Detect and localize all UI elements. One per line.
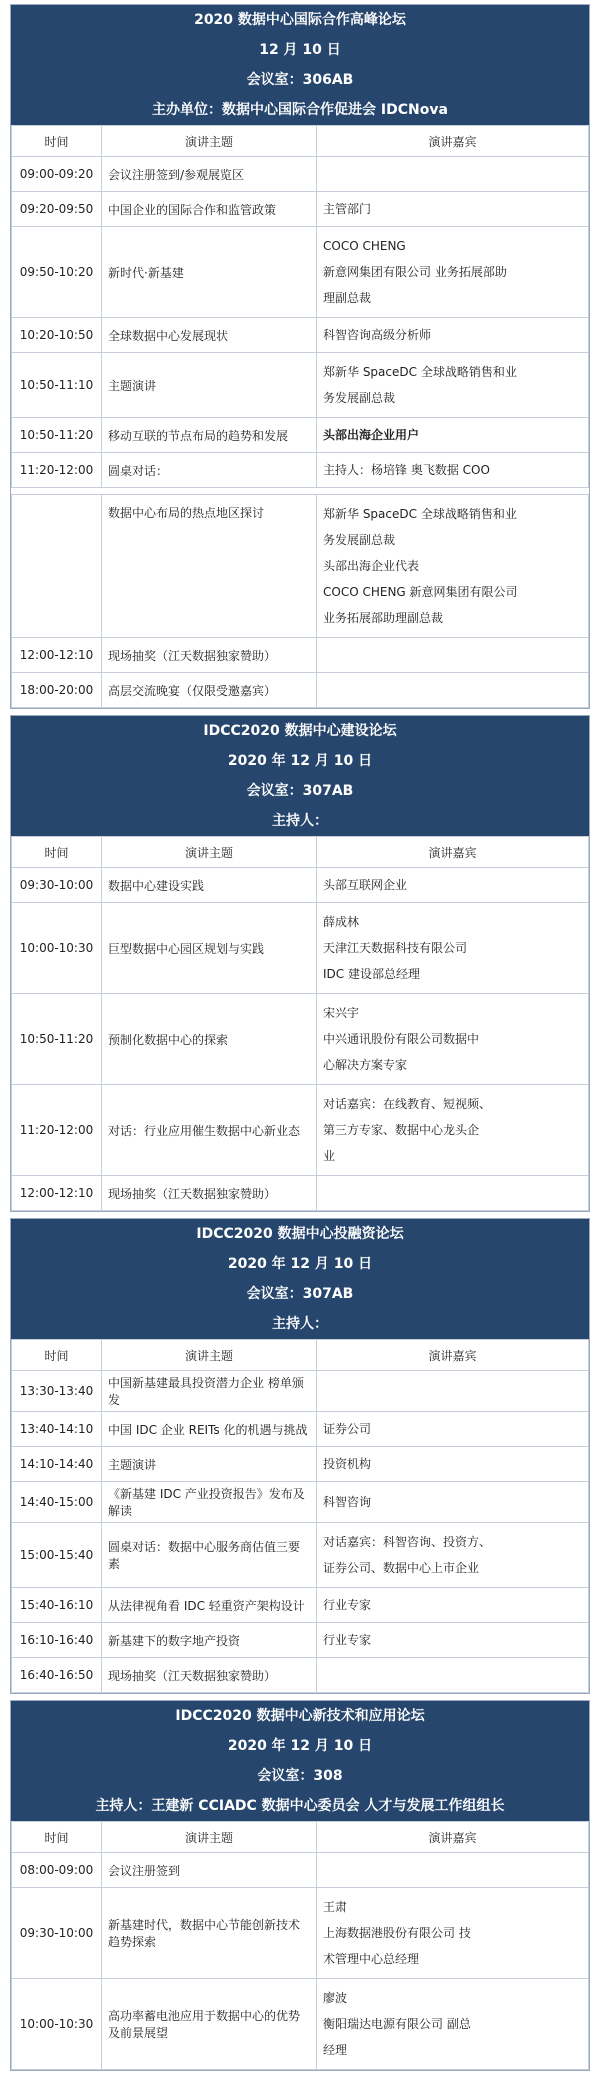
forum-header-line: 12 月 10 日 bbox=[259, 42, 341, 58]
speaker-line: COCO CHENG bbox=[323, 239, 406, 253]
time-cell: 08:00-09:00 bbox=[12, 1853, 102, 1888]
time-cell: 09:50-10:20 bbox=[12, 227, 102, 318]
table-row bbox=[12, 1085, 589, 1176]
topic-cell: 预制化数据中心的探索 bbox=[102, 994, 317, 1085]
table-row bbox=[12, 1482, 589, 1523]
forum-header-line: 会议室：307AB bbox=[246, 783, 354, 799]
speaker-cell bbox=[317, 453, 589, 488]
speaker-line: 术管理中心总经理 bbox=[323, 1952, 420, 1966]
table-row bbox=[12, 418, 589, 453]
forum-header bbox=[11, 1701, 589, 1821]
speaker-line: 郑新华 SpaceDC 全球战略销售和业 bbox=[323, 365, 517, 379]
topic-cell: 中国 IDC 企业 REITs 化的机遇与挑战 bbox=[102, 1412, 317, 1447]
column-header: 演讲主题 bbox=[102, 126, 317, 157]
agenda-page bbox=[10, 0, 590, 2071]
speaker-line: 投资机构 bbox=[323, 1457, 372, 1471]
time-cell: 10:50-11:10 bbox=[12, 353, 102, 418]
time-cell: 09:00-09:20 bbox=[12, 157, 102, 192]
forum-section bbox=[10, 4, 590, 709]
speaker-line: 天津江天数据科技有限公司 bbox=[323, 941, 468, 955]
speaker-line: 衡阳瑞达电源有限公司 副总 bbox=[323, 2017, 471, 2031]
topic-cell: 圆桌对话： bbox=[102, 453, 317, 488]
speaker-line: 对话嘉宾：在线教育、短视频、 bbox=[323, 1097, 492, 1111]
speaker-line: IDC 建设部总经理 bbox=[323, 967, 420, 981]
forum-title: IDCC2020 数据中心新技术和应用论坛 bbox=[175, 1708, 425, 1724]
forum-header-line: 会议室：308 bbox=[257, 1768, 343, 1784]
speaker-cell bbox=[317, 1482, 589, 1523]
topic-cell: 对话：行业应用催生数据中心新业态 bbox=[102, 1085, 317, 1176]
speaker-cell bbox=[317, 1412, 589, 1447]
table-row bbox=[12, 903, 589, 994]
row-gap bbox=[12, 488, 589, 495]
table-row bbox=[12, 453, 589, 488]
agenda-table bbox=[11, 836, 589, 1211]
speaker-cell bbox=[317, 1085, 589, 1176]
time-cell: 13:30-13:40 bbox=[12, 1371, 102, 1412]
forum-header-line: 2020 年 12 月 10 日 bbox=[227, 1256, 373, 1272]
speaker-cell bbox=[317, 1979, 589, 2070]
speaker-cell bbox=[317, 903, 589, 994]
column-header: 演讲主题 bbox=[102, 837, 317, 868]
speaker-line: 头部出海企业代表 bbox=[323, 559, 420, 573]
forum-section bbox=[10, 1700, 590, 2071]
topic-cell: 主题演讲 bbox=[102, 1447, 317, 1482]
table-row bbox=[12, 638, 589, 673]
speaker-cell bbox=[317, 495, 589, 638]
speaker-cell bbox=[317, 353, 589, 418]
topic-cell: 从法律视角看 IDC 轻重资产架构设计 bbox=[102, 1588, 317, 1623]
topic-cell: 现场抽奖（江天数据独家赞助） bbox=[102, 1176, 317, 1211]
forum-header-line: 2020 年 12 月 10 日 bbox=[227, 1738, 373, 1754]
forum-header-line: 主持人： bbox=[272, 1316, 328, 1332]
time-cell: 09:30-10:00 bbox=[12, 868, 102, 903]
speaker-cell bbox=[317, 868, 589, 903]
time-cell: 16:40-16:50 bbox=[12, 1658, 102, 1693]
table-row bbox=[12, 1979, 589, 2070]
table-header-row bbox=[12, 126, 589, 157]
forum-header-line: 会议室：306AB bbox=[246, 72, 354, 88]
speaker-cell bbox=[317, 1888, 589, 1979]
speaker-line: 宋兴宇 bbox=[323, 1006, 360, 1020]
table-row bbox=[12, 868, 589, 903]
speaker-cell bbox=[317, 418, 589, 453]
forum-title: 2020 数据中心国际合作高峰论坛 bbox=[194, 12, 406, 28]
speaker-cell bbox=[317, 192, 589, 227]
time-cell: 10:00-10:30 bbox=[12, 1979, 102, 2070]
time-cell: 18:00-20:00 bbox=[12, 673, 102, 708]
topic-cell: 圆桌对话：数据中心服务商估值三要素 bbox=[102, 1523, 317, 1588]
speaker-line: 新意网集团有限公司 业务拓展部助 bbox=[323, 265, 507, 279]
speaker-line: 郑新华 SpaceDC 全球战略销售和业 bbox=[323, 507, 517, 521]
table-row bbox=[12, 1658, 589, 1693]
topic-cell: 新时代·新基建 bbox=[102, 227, 317, 318]
speaker-line: 第三方专家、数据中心龙头企 bbox=[323, 1123, 480, 1137]
speaker-line: 中兴通讯股份有限公司数据中 bbox=[323, 1032, 480, 1046]
forum-title: IDCC2020 数据中心投融资论坛 bbox=[196, 1226, 404, 1242]
table-row bbox=[12, 353, 589, 418]
table-row bbox=[12, 495, 589, 638]
topic-cell: 中国新基建最具投资潜力企业 榜单颁发 bbox=[102, 1371, 317, 1412]
time-cell: 09:20-09:50 bbox=[12, 192, 102, 227]
table-row bbox=[12, 318, 589, 353]
forum-title: IDCC2020 数据中心建设论坛 bbox=[203, 723, 397, 739]
speaker-line: 廖波 bbox=[323, 1991, 348, 2005]
time-cell: 10:20-10:50 bbox=[12, 318, 102, 353]
column-header: 时间 bbox=[12, 1822, 102, 1853]
speaker-line: 上海数据港股份有限公司 技 bbox=[323, 1926, 471, 1940]
speaker-cell bbox=[317, 1523, 589, 1588]
speaker-line: 证券公司、数据中心上市企业 bbox=[323, 1561, 480, 1575]
table-row bbox=[12, 1588, 589, 1623]
topic-cell: 高功率蓄电池应用于数据中心的优势及前景展望 bbox=[102, 1979, 317, 2070]
speaker-cell bbox=[317, 1853, 589, 1888]
speaker-line: 理副总裁 bbox=[323, 291, 372, 305]
speaker-line: COCO CHENG 新意网集团有限公司 bbox=[323, 585, 518, 599]
time-cell: 10:50-11:20 bbox=[12, 994, 102, 1085]
forum-header-line: 2020 年 12 月 10 日 bbox=[227, 753, 373, 769]
speaker-cell bbox=[317, 1176, 589, 1211]
speaker-line: 业 bbox=[323, 1149, 336, 1163]
speaker-cell bbox=[317, 1371, 589, 1412]
column-header: 时间 bbox=[12, 1340, 102, 1371]
time-cell: 09:30-10:00 bbox=[12, 1888, 102, 1979]
time-cell: 16:10-16:40 bbox=[12, 1623, 102, 1658]
column-header: 演讲嘉宾 bbox=[317, 1340, 589, 1371]
table-row bbox=[12, 1412, 589, 1447]
table-row bbox=[12, 673, 589, 708]
agenda-table bbox=[11, 1821, 589, 2070]
table-row bbox=[12, 1523, 589, 1588]
speaker-line: 务发展副总裁 bbox=[323, 391, 396, 405]
forum-section bbox=[10, 1218, 590, 1694]
forum-header-line: 会议室：307AB bbox=[246, 1286, 354, 1302]
speaker-line: 务发展副总裁 bbox=[323, 533, 396, 547]
speaker-cell bbox=[317, 157, 589, 192]
speaker-line: 头部出海企业用户 bbox=[323, 428, 420, 442]
time-cell bbox=[12, 495, 102, 638]
speaker-line: 主管部门 bbox=[323, 202, 372, 216]
column-header: 演讲主题 bbox=[102, 1822, 317, 1853]
time-cell: 15:40-16:10 bbox=[12, 1588, 102, 1623]
speaker-line: 业务拓展部助理副总裁 bbox=[323, 611, 444, 625]
table-row bbox=[12, 1176, 589, 1211]
time-cell: 15:00-15:40 bbox=[12, 1523, 102, 1588]
speaker-line: 主持人：杨培锋 奥飞数据 COO bbox=[323, 463, 490, 477]
topic-cell: 巨型数据中心园区规划与实践 bbox=[102, 903, 317, 994]
table-header-row bbox=[12, 1340, 589, 1371]
speaker-cell bbox=[317, 318, 589, 353]
topic-cell: 数据中心建设实践 bbox=[102, 868, 317, 903]
time-cell: 11:20-12:00 bbox=[12, 453, 102, 488]
speaker-cell bbox=[317, 1658, 589, 1693]
column-header: 演讲嘉宾 bbox=[317, 837, 589, 868]
speaker-cell bbox=[317, 673, 589, 708]
time-cell: 11:20-12:00 bbox=[12, 1085, 102, 1176]
time-cell: 14:40-15:00 bbox=[12, 1482, 102, 1523]
forum-header-line: 主持人：王建新 CCIADC 数据中心委员会 人才与发展工作组组长 bbox=[95, 1798, 505, 1814]
forum-header bbox=[11, 5, 589, 125]
agenda-table bbox=[11, 125, 589, 708]
topic-cell: 主题演讲 bbox=[102, 353, 317, 418]
topic-cell: 《新基建 IDC 产业投资报告》发布及解读 bbox=[102, 1482, 317, 1523]
forum-header bbox=[11, 716, 589, 836]
speaker-line: 心解决方案专家 bbox=[323, 1058, 408, 1072]
speaker-cell bbox=[317, 1588, 589, 1623]
table-row bbox=[12, 1853, 589, 1888]
speaker-line: 对话嘉宾：科智咨询、投资方、 bbox=[323, 1535, 492, 1549]
table-row bbox=[12, 488, 589, 495]
speaker-cell bbox=[317, 1623, 589, 1658]
topic-cell: 高层交流晚宴（仅限受邀嘉宾） bbox=[102, 673, 317, 708]
speaker-cell bbox=[317, 638, 589, 673]
speaker-cell bbox=[317, 994, 589, 1085]
table-row bbox=[12, 227, 589, 318]
time-cell: 14:10-14:40 bbox=[12, 1447, 102, 1482]
speaker-line: 证券公司 bbox=[323, 1422, 372, 1436]
forum-header-line: 主办单位：数据中心国际合作促进会 IDCNova bbox=[152, 102, 448, 118]
time-cell: 12:00-12:10 bbox=[12, 638, 102, 673]
table-row bbox=[12, 192, 589, 227]
time-cell: 10:00-10:30 bbox=[12, 903, 102, 994]
forum-header bbox=[11, 1219, 589, 1339]
column-header: 时间 bbox=[12, 126, 102, 157]
speaker-cell bbox=[317, 227, 589, 318]
time-cell: 10:50-11:20 bbox=[12, 418, 102, 453]
topic-cell: 会议注册签到 bbox=[102, 1853, 317, 1888]
speaker-line: 科智咨询 bbox=[323, 1495, 372, 1509]
speaker-line: 头部互联网企业 bbox=[323, 878, 408, 892]
forum-section bbox=[10, 715, 590, 1212]
speaker-line: 薛成林 bbox=[323, 915, 360, 929]
column-header: 演讲嘉宾 bbox=[317, 126, 589, 157]
table-header-row bbox=[12, 1822, 589, 1853]
column-header: 时间 bbox=[12, 837, 102, 868]
table-row bbox=[12, 157, 589, 192]
table-header-row bbox=[12, 837, 589, 868]
topic-cell: 会议注册签到/参观展览区 bbox=[102, 157, 317, 192]
column-header: 演讲主题 bbox=[102, 1340, 317, 1371]
topic-cell: 中国企业的国际合作和监管政策 bbox=[102, 192, 317, 227]
time-cell: 13:40-14:10 bbox=[12, 1412, 102, 1447]
forum-header-line: 主持人： bbox=[272, 813, 328, 829]
speaker-line: 经理 bbox=[323, 2043, 348, 2057]
table-row bbox=[12, 994, 589, 1085]
speaker-line: 王肃 bbox=[323, 1900, 348, 1914]
table-row bbox=[12, 1623, 589, 1658]
speaker-cell bbox=[317, 1447, 589, 1482]
topic-cell: 现场抽奖（江天数据独家赞助） bbox=[102, 638, 317, 673]
topic-cell: 新基建下的数字地产投资 bbox=[102, 1623, 317, 1658]
topic-cell: 数据中心布局的热点地区探讨 bbox=[102, 495, 317, 638]
topic-cell: 现场抽奖（江天数据独家赞助） bbox=[102, 1658, 317, 1693]
topic-cell: 新基建时代，数据中心节能创新技术趋势探索 bbox=[102, 1888, 317, 1979]
speaker-line: 科智咨询高级分析师 bbox=[323, 328, 432, 342]
table-row bbox=[12, 1888, 589, 1979]
column-header: 演讲嘉宾 bbox=[317, 1822, 589, 1853]
speaker-line: 行业专家 bbox=[323, 1598, 372, 1612]
table-row bbox=[12, 1371, 589, 1412]
speaker-line: 行业专家 bbox=[323, 1633, 372, 1647]
topic-cell: 移动互联的节点布局的趋势和发展 bbox=[102, 418, 317, 453]
time-cell: 12:00-12:10 bbox=[12, 1176, 102, 1211]
topic-cell: 全球数据中心发展现状 bbox=[102, 318, 317, 353]
agenda-table bbox=[11, 1339, 589, 1693]
table-row bbox=[12, 1447, 589, 1482]
